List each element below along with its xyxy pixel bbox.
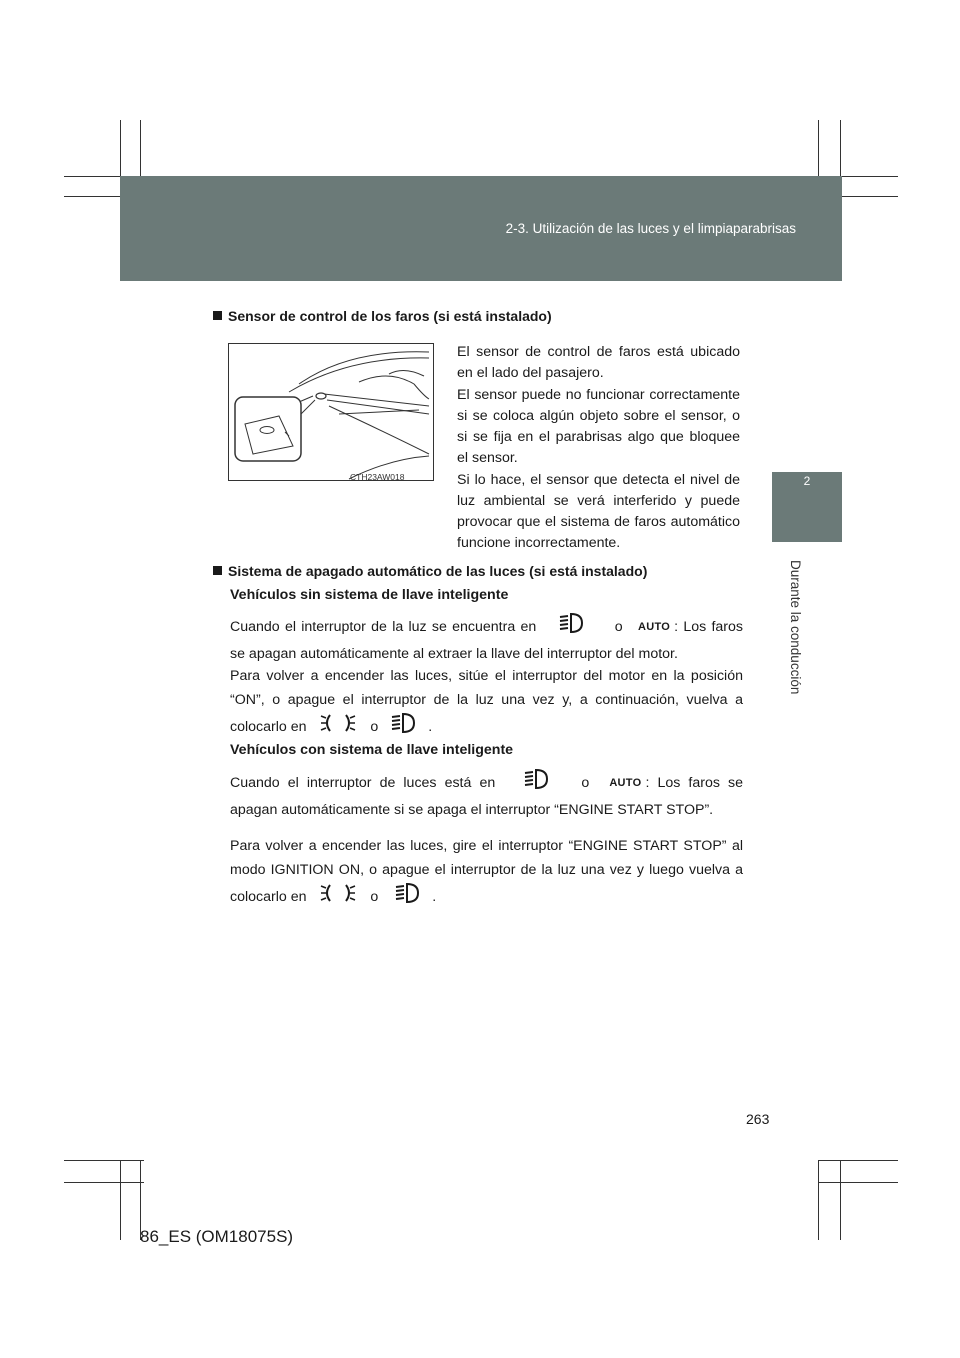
crop-mark (818, 1182, 898, 1183)
tail-lights-icon (320, 882, 356, 912)
text-run: Cuando el interruptor de luces está en (230, 774, 496, 791)
headlight-icon (390, 712, 418, 742)
text-run: : Los faros se apagan automáticamente al extraer la llave del interruptor del motor. (230, 618, 743, 662)
auto-icon: AUTO (637, 621, 671, 633)
chapter-label: Durante la conducción (788, 560, 803, 695)
paragraph: El sensor de control de faros está ubicado en el lado del pasajero. (457, 344, 740, 381)
paragraph (230, 834, 743, 912)
paragraph: Si lo hace, el sensor que detecta el nivel de luz ambiental se verá interferido y puede provocar que el sistema de faros automático funcione incorrectamente. (457, 472, 740, 551)
crop-mark (120, 1160, 121, 1240)
paragraph (230, 664, 743, 742)
text-run: o (370, 888, 379, 905)
crop-mark (818, 1160, 898, 1161)
bullet-square-icon (213, 311, 222, 320)
crop-mark (840, 1160, 841, 1240)
subheading: Vehículos sin sistema de llave inteligente (230, 587, 509, 603)
text-run: o (370, 718, 379, 735)
sensor-illustration (228, 343, 434, 481)
chapter-number: 2 (803, 474, 811, 488)
bullet-square-icon (213, 566, 222, 575)
crop-mark (818, 1160, 819, 1240)
heading-text: Sistema de apagado automático de las luces (si está instalado) (228, 563, 648, 579)
headlight-icon (523, 768, 551, 798)
section-title: 2-3. Utilización de las luces y el limpiaparabrisas (505, 221, 796, 236)
text-run: . (432, 888, 437, 905)
tail-lights-icon (320, 712, 356, 742)
paragraph: El sensor puede no funcionar correctamente si se coloca algún objeto sobre el sensor, o si se fija en el parabrisas algo que bloquee el sensor. (457, 387, 740, 466)
section-heading (213, 308, 552, 324)
paragraph (230, 768, 743, 822)
subheading: Vehículos con sistema de llave inteligente (230, 742, 514, 758)
headlight-icon (558, 612, 586, 642)
crop-mark (64, 1160, 144, 1161)
crop-mark (64, 1182, 144, 1183)
heading-text: Sensor de control de los faros (si está instalado) (228, 308, 552, 324)
paragraph (230, 612, 743, 666)
section-heading (213, 563, 647, 579)
text-run: Para volver a encender las luces, sitúe el interruptor del motor en la posición “ON”, o apague el interruptor de la luz una vez y, a continuación, vuelva a colocarlo en (230, 668, 743, 735)
text-run: o (614, 618, 623, 635)
auto-icon: AUTO (609, 777, 642, 789)
text-run: . (428, 718, 433, 735)
headlight-icon (394, 882, 422, 912)
document-code: 86_ES (OM18075S) (140, 1227, 294, 1246)
text-run: Para volver a encender las luces, gire el interruptor “ENGINE START STOP” al modo IGNITION ON, o apague el interruptor de la luz una vez y luego vuelva a colocarlo en (230, 838, 743, 905)
windshield-sensor-drawing (229, 344, 433, 480)
text-run: Cuando el interruptor de la luz se encuentra en (230, 618, 537, 635)
text-run: : Los faros se apagan automáticamente si se apaga el interruptor “ENGINE START STOP”. (230, 774, 743, 818)
figure-code: CTH23AW018 (350, 472, 405, 482)
text-run: o (581, 774, 590, 791)
page-number: 263 (746, 1111, 770, 1127)
